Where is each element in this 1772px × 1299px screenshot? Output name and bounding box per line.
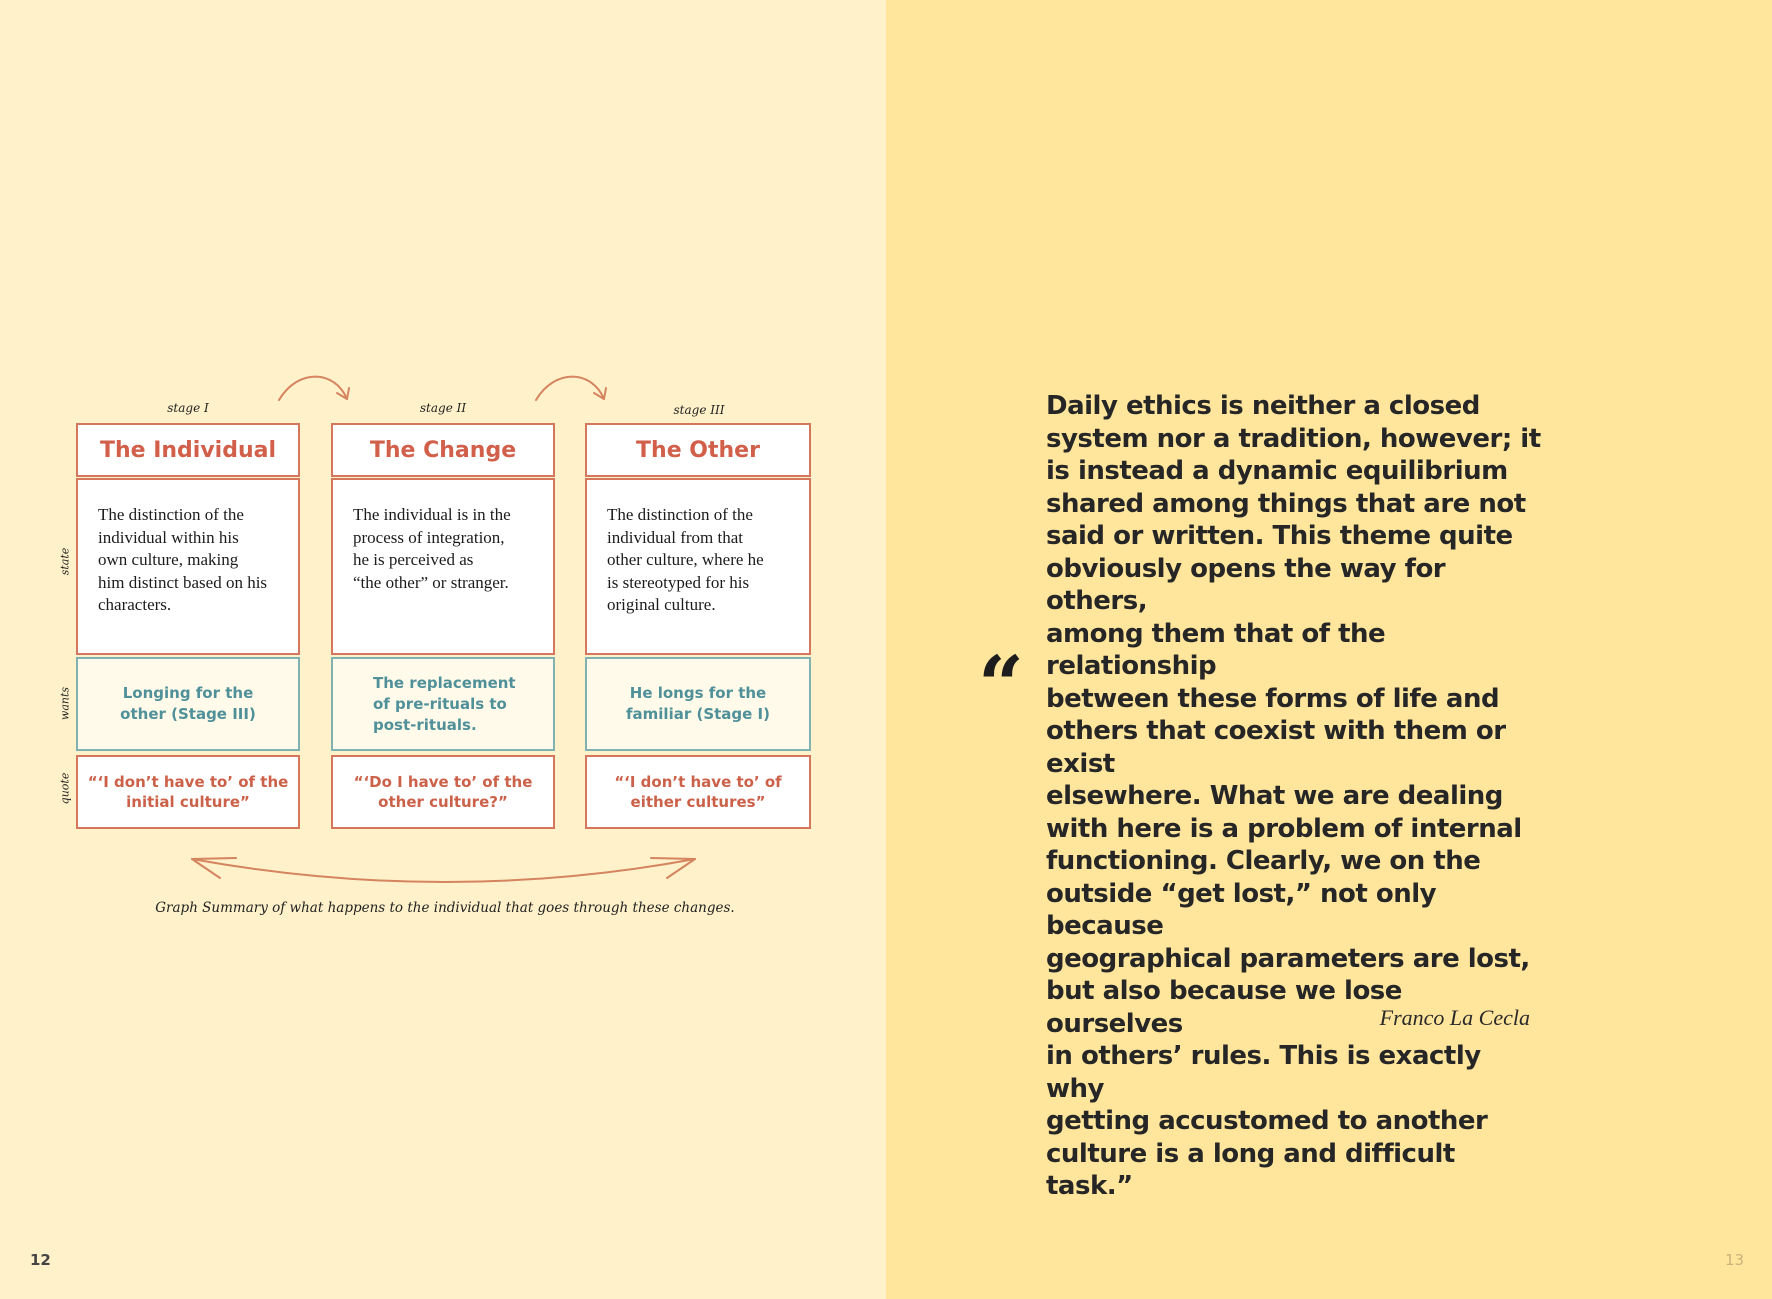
stage-2-quote-text: “‘Do I have to’ of the other culture?” <box>353 773 533 811</box>
stage-2-wants-text: The replacement of pre-rituals to post-rituals. <box>373 673 516 734</box>
stage-3-quote-text: “‘I don’t have to’ of either cultures” <box>614 773 782 811</box>
stage-3-state-text: The distinction of the individual from that other culture, where he is stereotyped for his original culture. <box>607 505 764 614</box>
stage-1-wants-text: Longing for the other (Stage III) <box>120 684 256 723</box>
stage-2-quote-box <box>331 755 555 829</box>
stage-2-title-box <box>331 423 555 477</box>
stage-3-state-box <box>585 478 811 655</box>
arrow-head-2 <box>594 388 606 399</box>
stage-2-wants-box <box>331 657 555 751</box>
stage-3-title: The Other <box>636 437 760 463</box>
quote-attribution: Franco La Cecla <box>1379 1005 1530 1030</box>
stage-1-title-box <box>76 423 300 477</box>
stage-1-wants-box <box>76 657 300 751</box>
stage-3-quote-box <box>585 755 811 829</box>
stage-1-state-box <box>76 478 300 655</box>
stage-label-3: stage III <box>673 403 725 417</box>
stage-2-state-box <box>331 478 555 655</box>
pull-quote-text: Daily ethics is neither a closed system nor a tradition, however; it is instead a dynamic equilibrium shared among things that are not said or written. This theme quite obviously opens the way for others, among them that of the relationship between these forms of life and others that coexist with them or exist elsewhere. What we are dealing with here is a problem of internal functioning. Clearly, we on the outside “get lost,” not only because geographical parameters are lost, but also because we lose ourselves in others’ rules. This is exactly why getting accustomed to another culture is a long and difficult task.” <box>1046 391 1541 1201</box>
row-label-wants: wants <box>58 686 72 721</box>
stage-1-title: The Individual <box>99 437 277 463</box>
arrow-head-1 <box>337 388 349 399</box>
page-number-right: 13 <box>1725 1251 1745 1269</box>
stage-2-title: The Change <box>369 437 517 463</box>
row-label-quote: quote <box>58 772 72 805</box>
arrow-double-bottom <box>192 859 695 882</box>
stage-1-quote-box <box>76 755 300 829</box>
stage-3-wants-box <box>585 657 811 751</box>
stage-label-2: stage II <box>419 401 467 415</box>
stage-3-wants-text: He longs for the familiar (Stage I) <box>626 684 770 723</box>
arrow-stage1-to-stage2 <box>279 377 347 400</box>
stage-2-state-text: The individual is in the process of integration, he is perceived as “the other” or stranger. <box>353 505 511 592</box>
stage-1-quote-text: “‘I don’t have to’ of the initial culture” <box>87 773 289 811</box>
diagram-caption: Graph Summary of what happens to the individual that goes through these changes. <box>155 900 735 916</box>
row-label-state: state <box>58 547 72 576</box>
stage-3-title-box <box>585 423 811 477</box>
open-quote-mark: “ <box>978 638 1025 732</box>
stage-label-1: stage I <box>167 401 209 415</box>
stage-1-state-text: The distinction of the individual within his own culture, making him distinct based on his characters. <box>98 505 268 614</box>
arrow-stage2-to-stage3 <box>536 377 604 400</box>
page-number-left: 12 <box>30 1251 51 1269</box>
